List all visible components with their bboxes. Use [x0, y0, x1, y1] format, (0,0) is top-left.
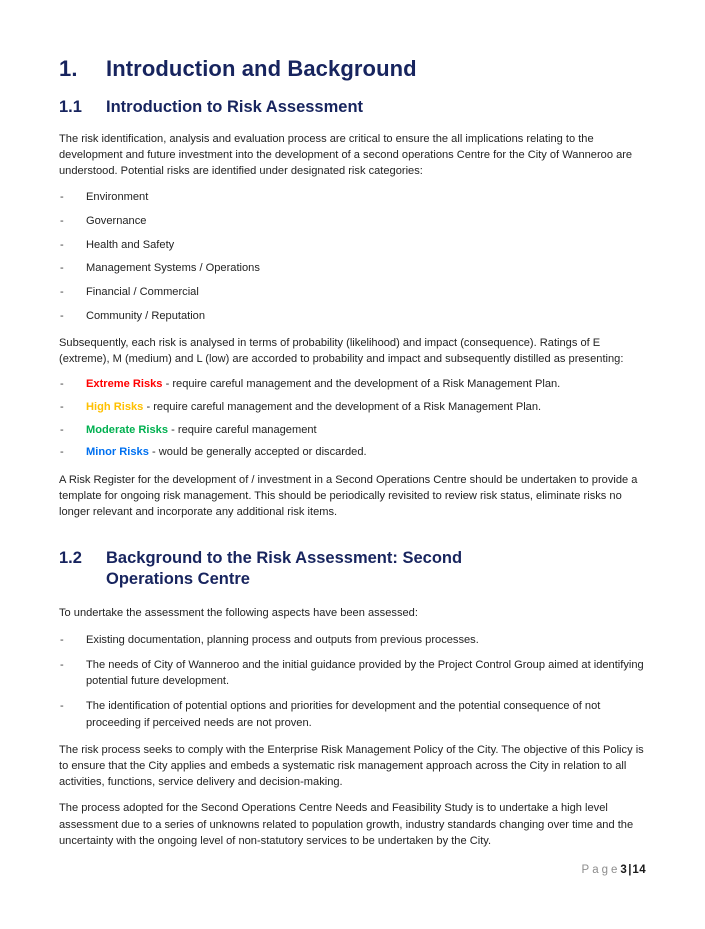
- heading-section-1-1: [59, 97, 647, 118]
- dash-bullet-icon: -: [60, 446, 64, 459]
- heading-section-1-2-number: 1.2: [59, 549, 82, 568]
- paragraph-risk-analysis: Subsequently, each risk is analysed in terms of probability (likelihood) and impact (consequence). Ratings of E (extreme), M (medium) and L (low) are accorded to probability and impact and subsequently distilled as presenting:: [59, 336, 624, 366]
- list-item: [59, 260, 647, 276]
- dash-bullet-icon: -: [60, 633, 64, 646]
- list-item: [59, 237, 647, 253]
- dash-bullet-icon: -: [60, 191, 64, 204]
- risk-level-description: - require careful management: [171, 423, 317, 436]
- list-item-label: Governance: [86, 214, 147, 227]
- list-item-risk-extreme: [59, 376, 647, 392]
- page-footer: [0, 864, 705, 876]
- footer-page-word: Page: [581, 864, 621, 876]
- list-item-risk-minor: [59, 444, 647, 460]
- heading-section-1-2-title: Background to the Risk Assessment: Second Operations Centre: [106, 549, 463, 589]
- footer-total-pages: 14: [632, 864, 646, 876]
- risk-level-label-high: High Risks: [86, 401, 144, 414]
- list-item: [59, 284, 647, 300]
- dash-bullet-icon: -: [60, 700, 64, 713]
- dash-bullet-icon: -: [60, 378, 64, 391]
- list-risk-levels: [59, 376, 647, 460]
- list-item-label: The needs of City of Wanneroo and the initial guidance provided by the Project Control Group aimed at identifying potential future development.: [86, 658, 644, 688]
- heading-section-1-1-number: 1.1: [59, 97, 82, 116]
- list-item-label: Community / Reputation: [86, 309, 206, 322]
- paragraph-assessment-intro: To undertake the assessment the following aspects have been assessed:: [59, 607, 418, 620]
- dash-bullet-icon: -: [60, 423, 64, 436]
- dash-bullet-icon: -: [60, 286, 64, 299]
- heading-section-1-2: [59, 548, 647, 590]
- list-item: [59, 213, 647, 229]
- list-item-label: Environment: [86, 191, 149, 204]
- paragraph-risk-identification: The risk identification, analysis and evaluation process are critical to ensure the all implications relating to the development and future investment into the development of a second operations Centre for the City of Wanneroo are understood. Potential risks are identified under designated risk categories:: [59, 132, 633, 178]
- list-item-label: Health and Safety: [86, 238, 175, 251]
- dash-bullet-icon: -: [60, 401, 64, 414]
- list-item-label: Existing documentation, planning process and outputs from previous processes.: [86, 633, 479, 646]
- paragraph-risk-register: A Risk Register for the development of / investment in a Second Operations Centre should be undertaken to provide a template for ongoing risk management. This should be periodically revisited to review risk status, eliminate risks no longer relevant and incorporate any additional risk items.: [59, 473, 638, 519]
- dash-bullet-icon: -: [60, 214, 64, 227]
- paragraph-process-adopted: The process adopted for the Second Operations Centre Needs and Feasibility Study is to undertake a high level assessment due to a series of unknowns related to population growth, industry standards changing over time and the uncertainty with the ongoing level of non-statutory services to be undertaken by the City.: [59, 802, 634, 847]
- list-item-label: The identification of potential options and priorities for development and the potential consequence of not proceeding if perceived needs are not proven.: [86, 700, 601, 729]
- list-item: [59, 632, 647, 648]
- dash-bullet-icon: -: [60, 309, 64, 322]
- list-item-risk-moderate: [59, 422, 647, 438]
- list-risk-categories: [59, 189, 647, 324]
- heading-section-1: [59, 55, 647, 83]
- risk-level-description: - require careful management and the development of a Risk Management Plan.: [165, 378, 561, 391]
- list-item-label: Management Systems / Operations: [86, 262, 260, 275]
- risk-level-label-moderate: Moderate Risks: [86, 423, 169, 436]
- list-item-risk-high: [59, 399, 647, 415]
- dash-bullet-icon: -: [60, 658, 64, 671]
- list-item: [59, 698, 647, 730]
- list-assessed-aspects: [59, 632, 647, 731]
- risk-level-description: - would be generally accepted or discarded.: [151, 446, 367, 459]
- page-content: [59, 55, 647, 859]
- list-item-label: Financial / Commercial: [86, 286, 199, 299]
- dash-bullet-icon: -: [60, 238, 64, 251]
- heading-section-1-1-title: Introduction to Risk Assessment: [106, 97, 364, 116]
- footer-separator: |: [628, 864, 632, 876]
- list-item: [59, 308, 647, 324]
- list-item: [59, 657, 647, 689]
- heading-section-1-number: 1.: [59, 56, 78, 81]
- risk-level-label-minor: Minor Risks: [86, 446, 149, 459]
- risk-level-description: - require careful management and the development of a Risk Management Plan.: [146, 401, 542, 414]
- risk-level-label-extreme: Extreme Risks: [86, 378, 163, 391]
- dash-bullet-icon: -: [60, 262, 64, 275]
- list-item: [59, 189, 647, 205]
- heading-section-1-title: Introduction and Background: [106, 56, 417, 81]
- footer-current-page: 3: [620, 864, 628, 876]
- paragraph-enterprise-risk-policy: The risk process seeks to comply with the Enterprise Risk Management Policy of the City. The objective of this Policy is to ensure that the City applies and embeds a systematic risk management approach across the City in relation to all activities, functions, service delivery and decision-making.: [59, 743, 644, 789]
